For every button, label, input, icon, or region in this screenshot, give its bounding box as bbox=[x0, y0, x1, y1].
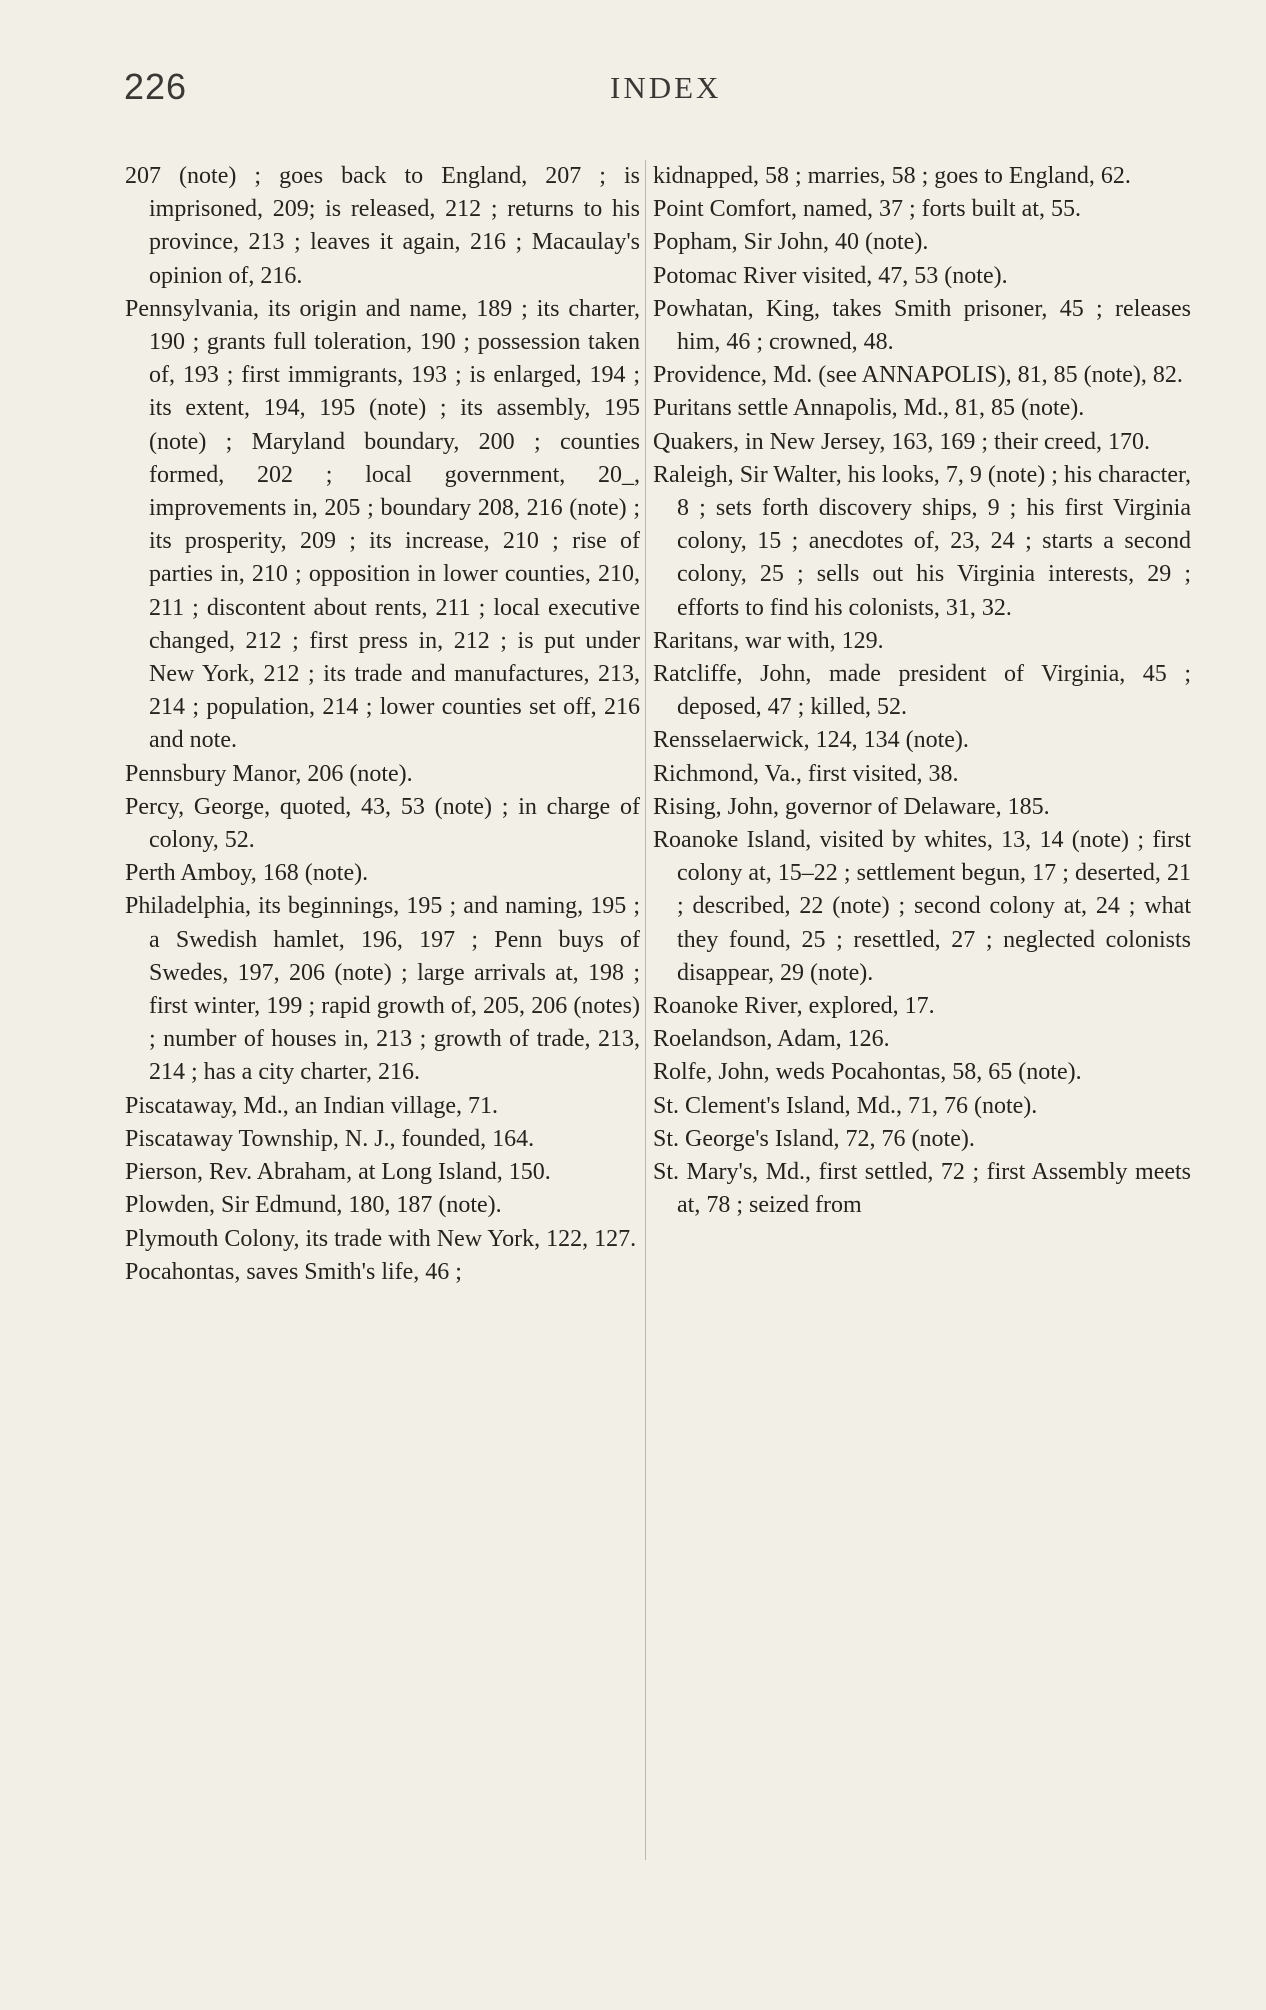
index-entry: Perth Amboy, 168 (note). bbox=[125, 860, 369, 887]
running-head: INDEX bbox=[610, 70, 722, 105]
index-entry: Roelandson, Adam, 126. bbox=[653, 1026, 890, 1053]
index-entry: Plowden, Sir Edmund, 180, 187 (note). bbox=[125, 1192, 502, 1219]
index-entry: Roanoke Island, visited by whites, 13, 14 (note) ; first colony at, 15–22 ; settlement begun, 17 ; deserted, 21 ; described, 22 (note) ; second colony at, 24 ; what they found, 25 ; resettled, 27 ; neglected colonists disappear, 29 (note). bbox=[653, 827, 1191, 986]
index-column-left bbox=[125, 160, 640, 1289]
index-entry: Pennsylvania, its origin and name, 189 ; its charter, 190 ; grants full toleration, 190 ; possession taken of, 193 ; first immigrants, 193 ; is enlarged, 194 ; its extent, 194, 195 (note) ; its assembly, 195 (note) ; Maryland boundary, 200 ; counties formed, 202 ; local government, 20_, improvements in, 205 ; boundary 208, 216 (note) ; its prosperity, 209 ; its increase, 210 ; rise of parties in, 210 ; opposition in lower counties, 210, 211 ; discontent about rents, 211 ; local executive changed, 212 ; first press in, 212 ; is put under New York, 212 ; its trade and manufactures, 213, 214 ; population, 214 ; lower counties set off, 216 and note. bbox=[125, 295, 640, 754]
index-entry: Potomac River visited, 47, 53 (note). bbox=[653, 262, 1008, 289]
index-entry: Plymouth Colony, its trade with New York, 122, 127. bbox=[125, 1225, 637, 1252]
index-entry: Providence, Md. (see ANNAPOLIS), 81, 85 (note), 82. bbox=[653, 362, 1183, 389]
page-number: 226 bbox=[124, 66, 188, 107]
index-entry: Rensselaerwick, 124, 134 (note). bbox=[653, 727, 969, 754]
index-entry: Ratcliffe, John, made president of Virginia, 45 ; deposed, 47 ; killed, 52. bbox=[653, 661, 1191, 721]
index-entry: St. Mary's, Md., first settled, 72 ; first Assembly meets at, 78 ; seized from bbox=[653, 1159, 1191, 1219]
index-entry: Pocahontas, saves Smith's life, 46 ; bbox=[125, 1258, 462, 1285]
index-entry: Piscataway, Md., an Indian village, 71. bbox=[125, 1092, 499, 1119]
index-entry: Richmond, Va., first visited, 38. bbox=[653, 760, 959, 787]
index-entry: Raritans, war with, 129. bbox=[653, 627, 884, 654]
index-entry: St. Clement's Island, Md., 71, 76 (note). bbox=[653, 1092, 1038, 1119]
index-entry: Raleigh, Sir Walter, his looks, 7, 9 (note) ; his character, 8 ; sets forth discovery ships, 9 ; his first Virginia colony, 15 ; anecdotes of, 23, 24 ; starts a second colony, 25 ; sells out his Virginia interests, 29 ; efforts to find his colonists, 31, 32. bbox=[653, 461, 1191, 621]
index-entry: Pennsbury Manor, 206 (note). bbox=[125, 760, 413, 787]
index-entry: Popham, Sir John, 40 (note). bbox=[653, 229, 929, 256]
index-entry: Pierson, Rev. Abraham, at Long Island, 150. bbox=[125, 1159, 551, 1186]
index-entry: 207 (note) ; goes back to England, 207 ; is imprisoned, 209; is released, 212 ; returns to his province, 213 ; leaves it again, 216 ; Macaulay's opinion of, 216. bbox=[125, 163, 640, 289]
page-header bbox=[0, 66, 1266, 116]
index-entry: Rolfe, John, weds Pocahontas, 58, 65 (note). bbox=[653, 1059, 1082, 1086]
index-entry: Puritans settle Annapolis, Md., 81, 85 (note). bbox=[653, 395, 1085, 422]
index-entry: Piscataway Township, N. J., founded, 164. bbox=[125, 1125, 535, 1152]
index-entry: Powhatan, King, takes Smith prisoner, 45 ; releases him, 46 ; crowned, 48. bbox=[653, 295, 1191, 356]
index-entry: Quakers, in New Jersey, 163, 169 ; their creed, 170. bbox=[653, 428, 1150, 455]
index-entry: Roanoke River, explored, 17. bbox=[653, 993, 935, 1020]
index-entry: St. George's Island, 72, 76 (note). bbox=[653, 1125, 975, 1152]
column-divider bbox=[645, 160, 646, 1860]
index-column-right bbox=[653, 160, 1191, 1223]
index-entry: Rising, John, governor of Delaware, 185. bbox=[653, 793, 1050, 820]
index-entry: Philadelphia, its beginnings, 195 ; and naming, 195 ; a Swedish hamlet, 196, 197 ; Penn buys of Swedes, 197, 206 (note) ; large arrivals at, 198 ; first winter, 199 ; rapid growth of, 205, 206 (notes) ; number of houses in, 213 ; growth of trade, 213, 214 ; has a city charter, 216. bbox=[125, 893, 640, 1086]
index-entry: Point Comfort, named, 37 ; forts built at, 55. bbox=[653, 196, 1081, 223]
index-entry: Percy, George, quoted, 43, 53 (note) ; in charge of colony, 52. bbox=[125, 793, 640, 854]
index-entry: kidnapped, 58 ; marries, 58 ; goes to England, 62. bbox=[653, 163, 1131, 189]
